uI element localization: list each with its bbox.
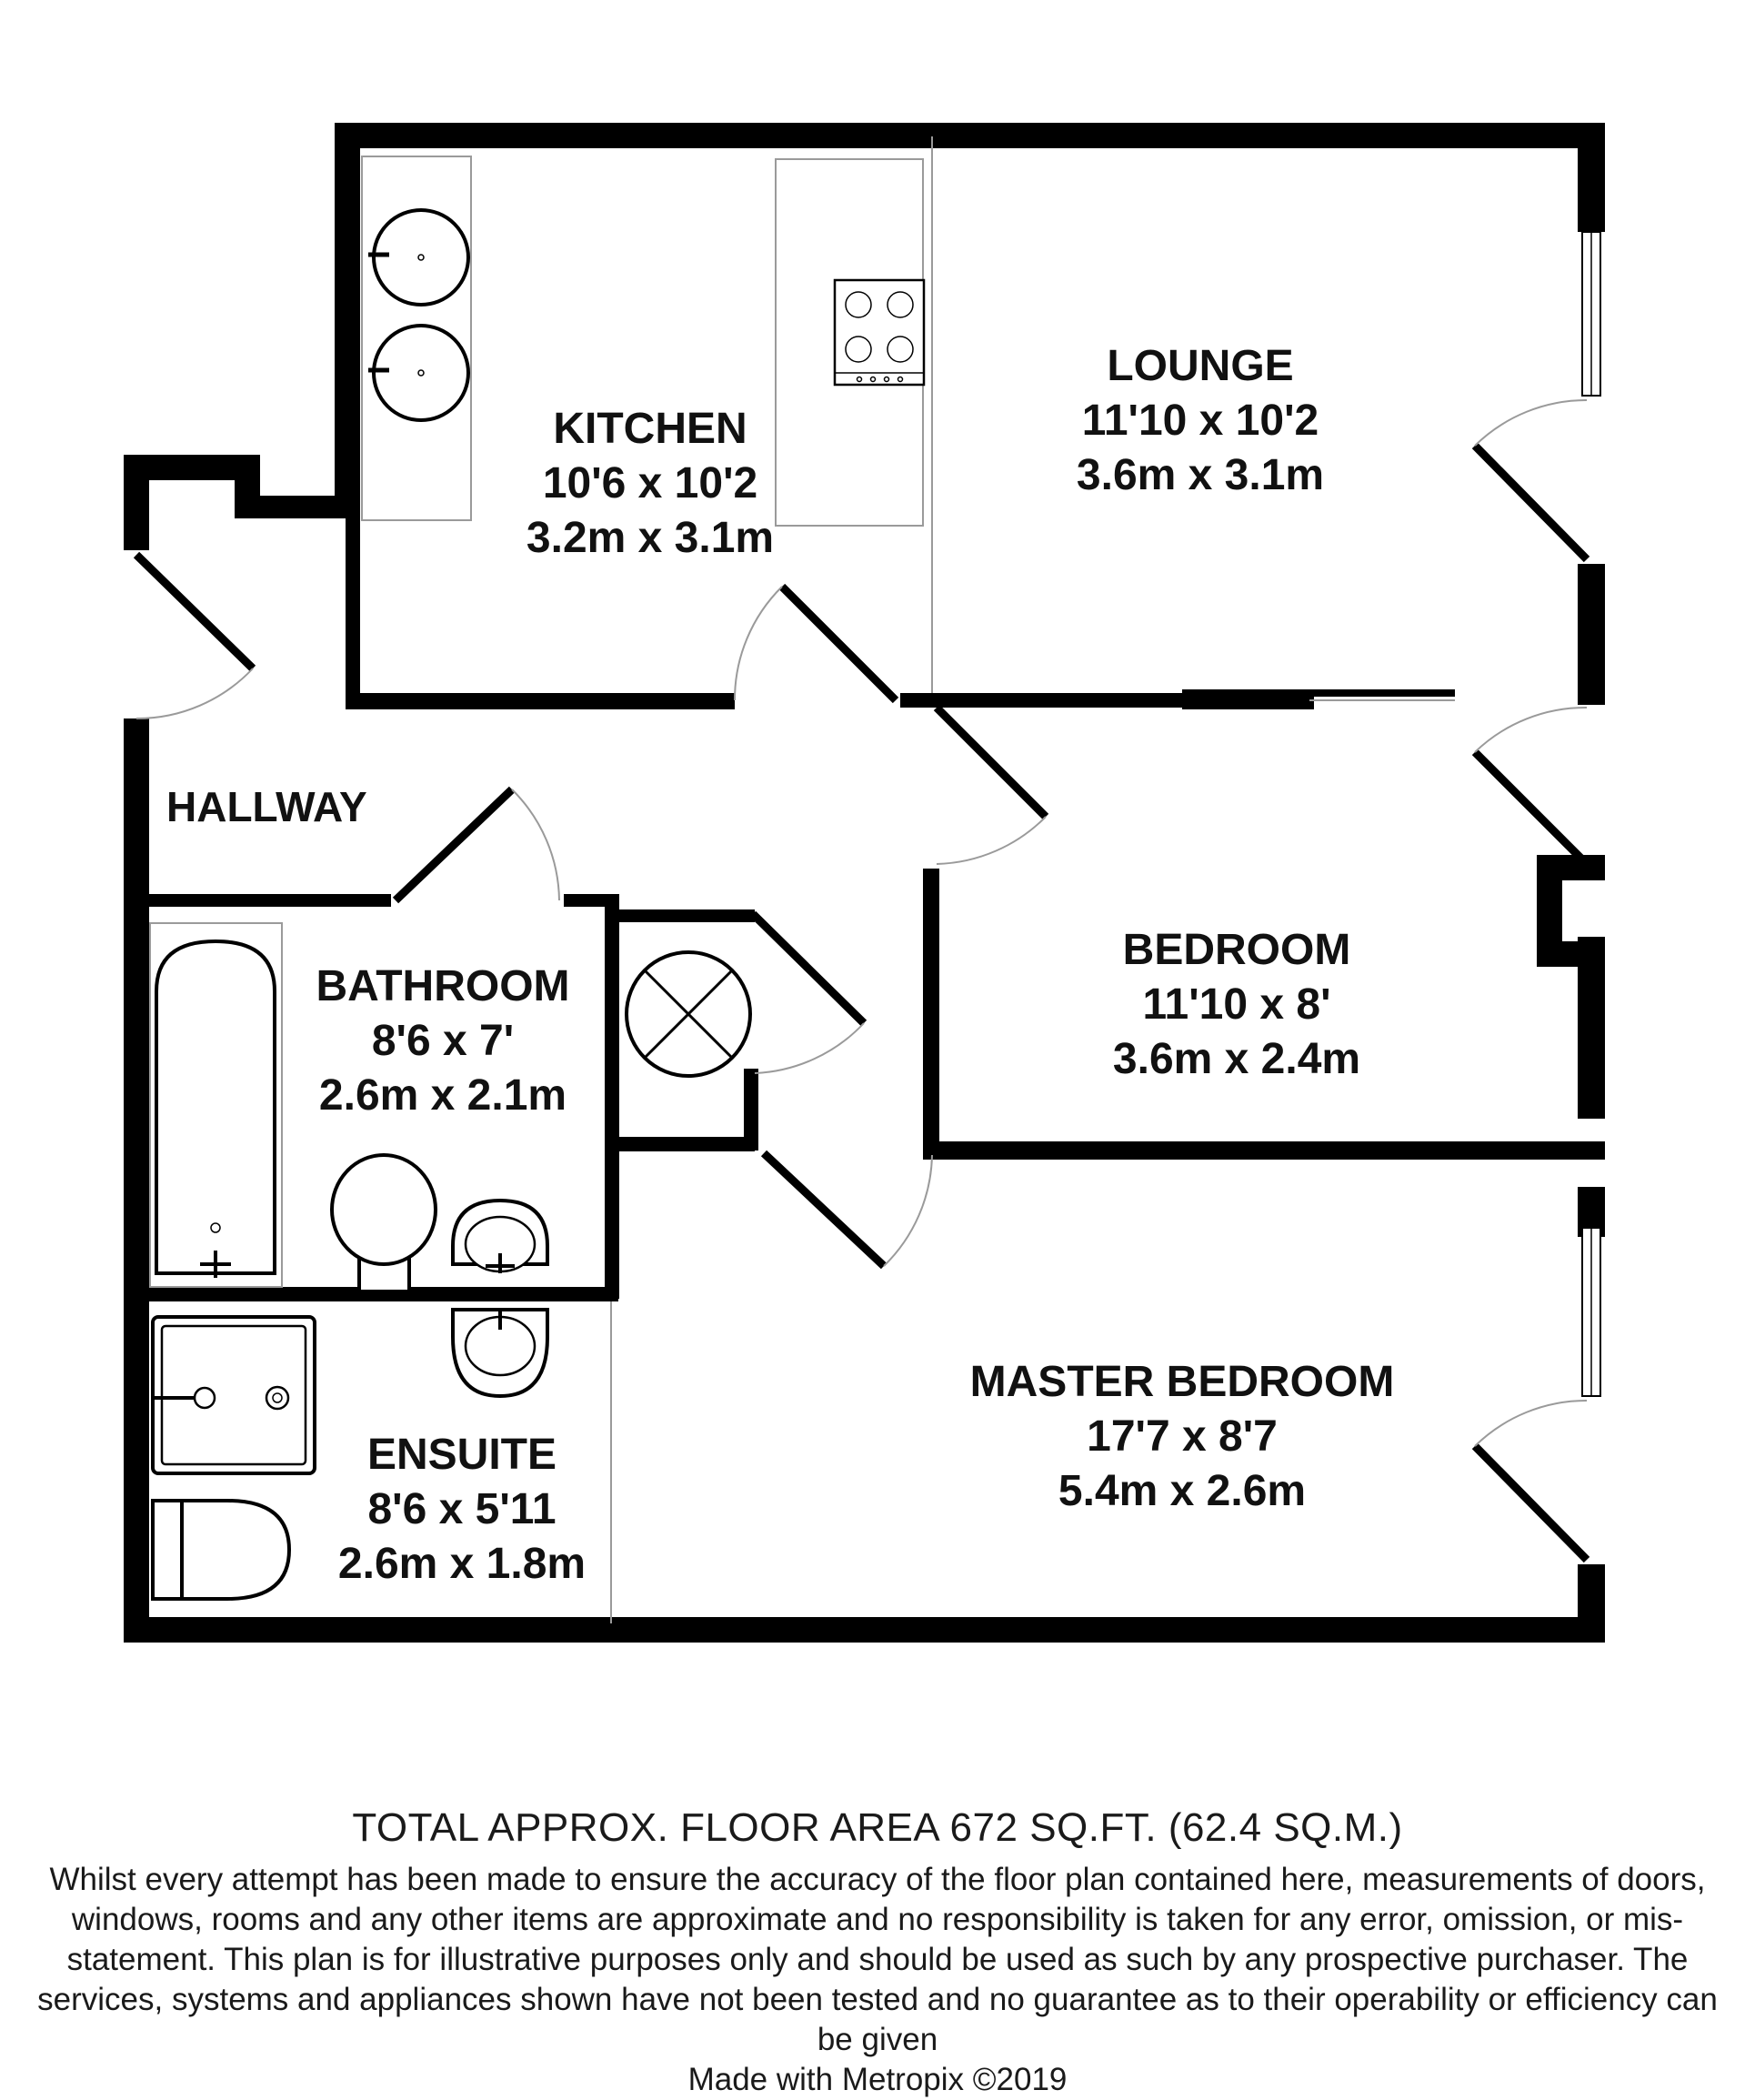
lounge-name: LOUNGE — [1107, 342, 1294, 390]
credit-text: Made with Metropix ©2019 — [687, 2062, 1068, 2097]
kitchen-label — [526, 405, 774, 562]
bathroom-name: BATHROOM — [316, 962, 570, 1010]
kitchen-imperial: 10'6 x 10'2 — [542, 459, 758, 507]
ensuite-label — [338, 1431, 586, 1588]
kitchen-metric: 3.2m x 3.1m — [526, 514, 775, 562]
ensuite-imperial: 8'6 x 5'11 — [367, 1485, 557, 1533]
hob-icon — [776, 159, 924, 526]
lounge-metric: 3.6m x 3.1m — [1076, 451, 1325, 499]
bathroom-metric: 2.6m x 2.1m — [318, 1071, 567, 1120]
bathroom-imperial: 8'6 x 7' — [371, 1017, 515, 1065]
bedroom-imperial: 11'10 x 8' — [1142, 980, 1331, 1029]
kitchen-name: KITCHEN — [553, 405, 747, 453]
basin-icon — [453, 1201, 547, 1273]
master-bedroom-name: MASTER BEDROOM — [969, 1358, 1395, 1406]
toilet-icon — [332, 1155, 436, 1291]
master-bedroom-metric: 5.4m x 2.6m — [1058, 1467, 1307, 1515]
hallway-label: HALLWAY — [166, 783, 367, 830]
room-labels — [316, 342, 1394, 1588]
lounge-label — [1077, 342, 1324, 499]
master-bedroom-label — [970, 1358, 1395, 1515]
disclaimer-text: Whilst every attempt has been made to ensure the accuracy of the floor plan contained here, measurements of doors, windows, rooms and any other items are approximate and no responsibility is taken for any error, omission, or mis-statement. This plan is for illustrative purposes only and should be used as such by any prospective purchaser. The services, systems and appliances shown have not been tested and no guarantee as to their operability or efficiency can be given — [37, 1862, 1718, 2057]
bathroom-label — [316, 962, 569, 1120]
shower-icon — [153, 1317, 315, 1473]
bedroom-metric: 3.6m x 2.4m — [1112, 1035, 1361, 1083]
bedroom-name: BEDROOM — [1122, 926, 1351, 974]
lounge-imperial: 11'10 x 10'2 — [1081, 397, 1319, 445]
water-tank-icon — [627, 952, 750, 1076]
ensuite-metric: 2.6m x 1.8m — [337, 1540, 587, 1588]
total-floor-area: TOTAL APPROX. FLOOR AREA 672 SQ.FT. (62.4 SQ.M.) — [352, 1805, 1403, 1850]
kitchen-sink-icon — [362, 156, 471, 520]
footer — [0, 1805, 1755, 2100]
bathtub-icon — [150, 923, 282, 1287]
master-bedroom-imperial: 17'7 x 8'7 — [1087, 1412, 1278, 1461]
bedroom-label — [1113, 926, 1360, 1083]
ensuite-toilet-icon — [153, 1501, 289, 1599]
ensuite-name: ENSUITE — [366, 1431, 557, 1479]
ensuite-basin-icon — [453, 1310, 547, 1396]
